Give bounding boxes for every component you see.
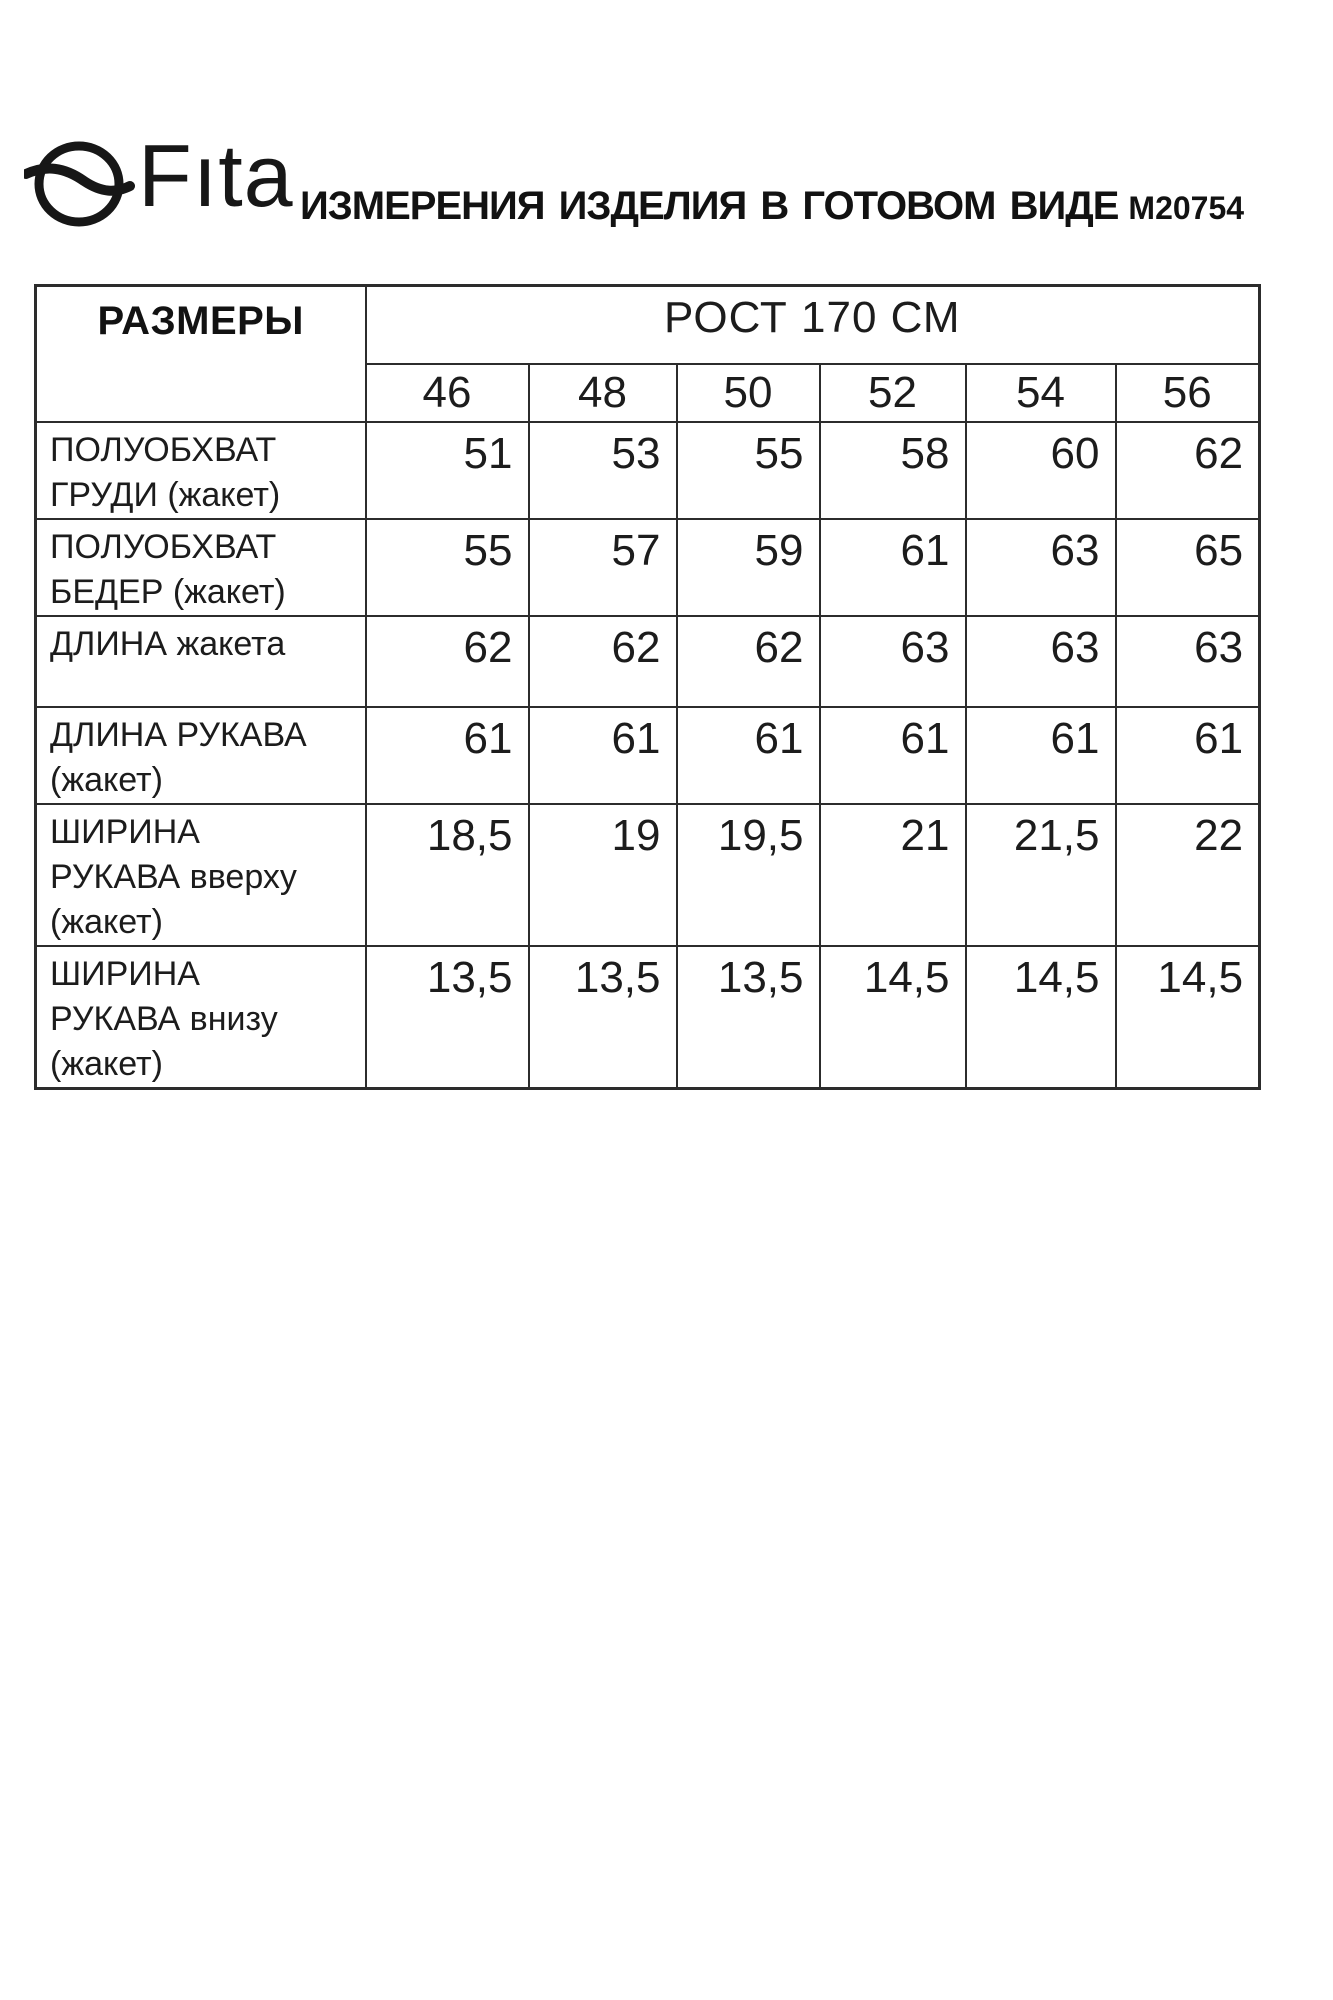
measurement-value: 61: [1116, 707, 1260, 804]
measurement-row: [36, 946, 1260, 1089]
measurement-value: 63: [966, 616, 1116, 707]
measurement-value: 60: [966, 422, 1116, 519]
measurement-value: 63: [820, 616, 966, 707]
table-group-header-row: [36, 286, 1260, 364]
header: [0, 0, 1333, 260]
measurement-label: [36, 946, 366, 1089]
size-column-header: 52: [820, 364, 966, 422]
measurement-value: 22: [1116, 804, 1260, 946]
measurement-value: 13,5: [366, 946, 529, 1089]
size-column-header: 48: [529, 364, 677, 422]
measurement-value: 55: [366, 519, 529, 616]
measurement-label: [36, 519, 366, 616]
measurement-value: 61: [529, 707, 677, 804]
measurement-value: 18,5: [366, 804, 529, 946]
size-table: [34, 284, 1261, 1090]
measurement-row: [36, 707, 1260, 804]
measurement-label-line: РУКАВА вверху: [50, 857, 297, 896]
measurement-label-line: ДЛИНА РУКАВА: [50, 715, 307, 754]
measurement-label-line: БЕДЕР (жакет): [50, 572, 286, 611]
measurement-value: 63: [966, 519, 1116, 616]
height-group-header: РОСТ 170 СМ: [366, 286, 1260, 364]
measurement-value: 14,5: [966, 946, 1116, 1089]
measurement-value: 61: [820, 519, 966, 616]
measurement-value: 61: [966, 707, 1116, 804]
page-title-text: ИЗМЕРЕНИЯ ИЗДЕЛИЯ В ГОТОВОМ ВИДЕ: [300, 184, 1119, 228]
measurement-value: 14,5: [820, 946, 966, 1089]
size-column-header: 56: [1116, 364, 1260, 422]
brand-name: Fıta: [138, 126, 294, 225]
measurement-value: 58: [820, 422, 966, 519]
measurement-value: 61: [366, 707, 529, 804]
measurement-label: [36, 804, 366, 946]
measurement-value: 61: [820, 707, 966, 804]
size-column-header: 46: [366, 364, 529, 422]
page-title: [300, 184, 1244, 229]
measurement-label-line: ПОЛУОБХВАТ: [50, 527, 277, 566]
measurement-value: 63: [1116, 616, 1260, 707]
measurement-value: 21,5: [966, 804, 1116, 946]
measurement-label-line: ДЛИНА жакета: [50, 624, 286, 663]
measurement-row: [36, 422, 1260, 519]
measurement-label-line: ГРУДИ (жакет): [50, 475, 281, 514]
measurement-value: 19: [529, 804, 677, 946]
measurement-label-line: ПОЛУОБХВАТ: [50, 430, 277, 469]
measurement-label: [36, 707, 366, 804]
measurement-value: 14,5: [1116, 946, 1260, 1089]
measurement-label-line: (жакет): [50, 902, 163, 941]
measurement-value: 21: [820, 804, 966, 946]
measurement-value: 65: [1116, 519, 1260, 616]
measurement-row: [36, 616, 1260, 707]
measurement-label-line: ШИРИНА: [50, 812, 200, 851]
measurement-value: 59: [677, 519, 820, 616]
model-number: М20754: [1128, 190, 1245, 226]
measurement-label-line: РУКАВА внизу: [50, 999, 278, 1038]
measurement-label-line: (жакет): [50, 1044, 163, 1083]
measurement-value: 19,5: [677, 804, 820, 946]
measurement-value: 62: [1116, 422, 1260, 519]
measurement-label: [36, 422, 366, 519]
measurement-label-line: (жакет): [50, 760, 163, 799]
measurement-row: [36, 804, 1260, 946]
measurement-value: 62: [529, 616, 677, 707]
size-column-header: 54: [966, 364, 1116, 422]
measurement-value: 62: [366, 616, 529, 707]
size-column-header: 50: [677, 364, 820, 422]
measurement-label-line: ШИРИНА: [50, 954, 200, 993]
measurement-value: 62: [677, 616, 820, 707]
fita-ellipse-wave-logo-icon: [24, 136, 140, 240]
measurement-value: 57: [529, 519, 677, 616]
measurement-row: [36, 519, 1260, 616]
measurement-value: 61: [677, 707, 820, 804]
measurement-value: 13,5: [529, 946, 677, 1089]
measurement-value: 13,5: [677, 946, 820, 1089]
measurement-label: [36, 616, 366, 707]
measurement-value: 53: [529, 422, 677, 519]
measurement-value: 51: [366, 422, 529, 519]
table-corner-header: РАЗМЕРЫ: [36, 286, 366, 422]
measurement-value: 55: [677, 422, 820, 519]
